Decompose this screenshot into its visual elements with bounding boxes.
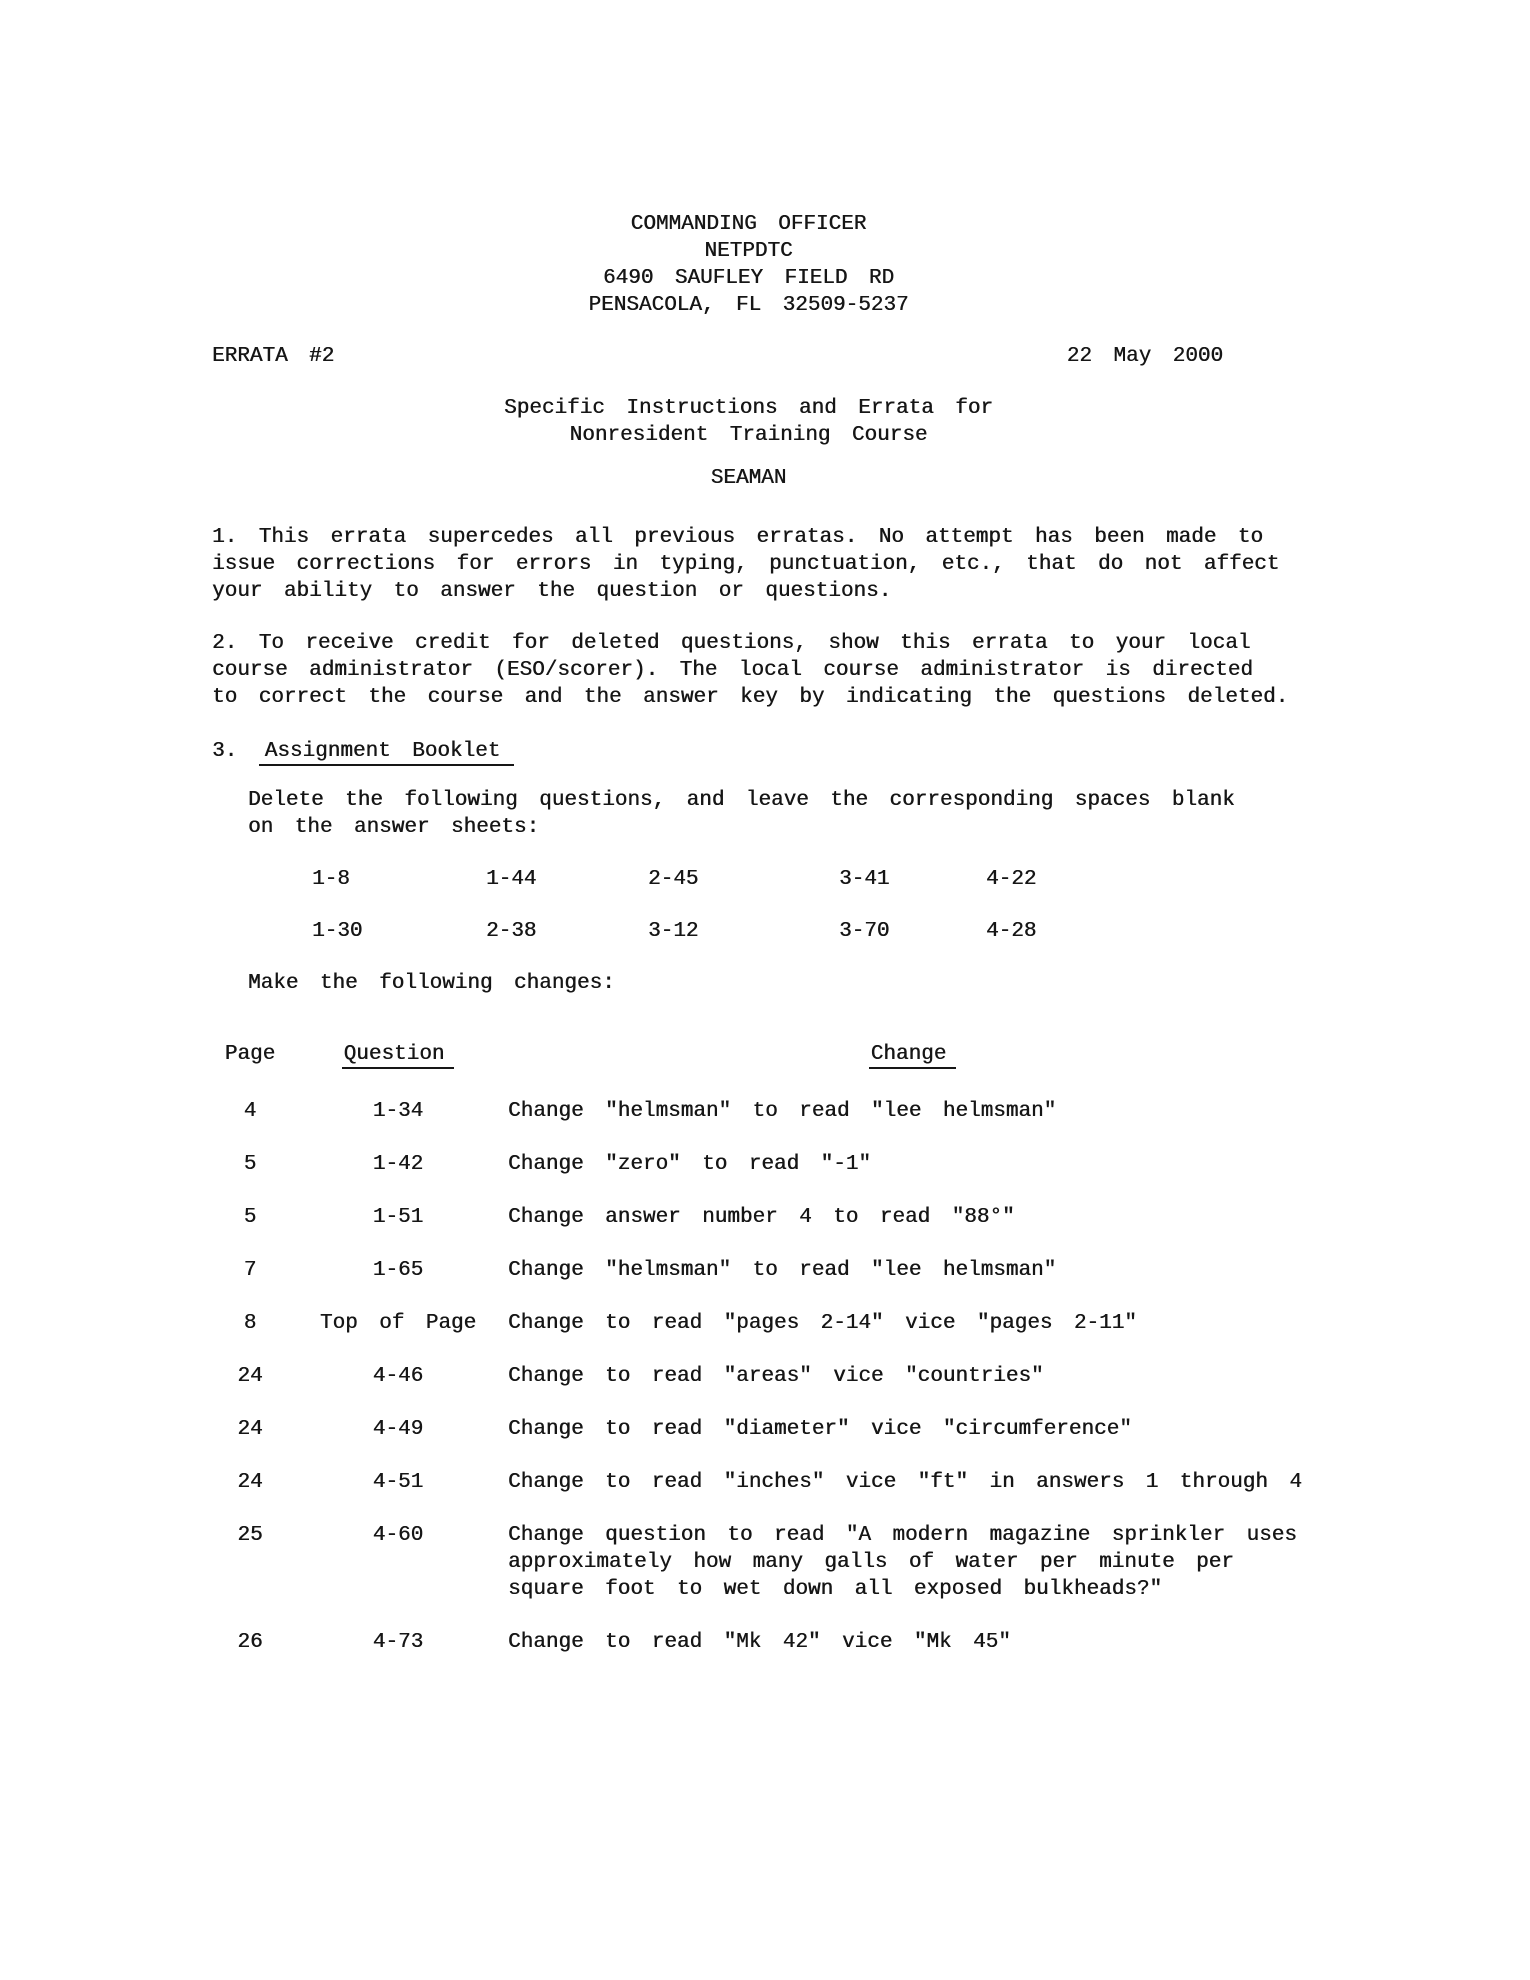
change-line: square foot to wet down all exposed bulkheads?" xyxy=(508,1578,1163,1601)
change-line: Change answer number 4 to read "88°" xyxy=(508,1206,1015,1229)
paragraph-line: 2. To receive credit for deleted questions, show this errata to your local xyxy=(212,632,1251,655)
changes-table-header xyxy=(212,1041,1285,1068)
change-column-header xyxy=(508,1041,1285,1068)
paragraph-line: Delete the following questions, and leave the corresponding spaces blank xyxy=(248,789,1235,812)
paragraph-1 xyxy=(212,524,1285,605)
change-line: Change to read "diameter" vice "circumference" xyxy=(508,1418,1132,1441)
page-cell: 25 xyxy=(237,1524,263,1547)
errata-label: ERRATA #2 xyxy=(212,345,335,368)
change-line: Change to read "inches" vice "ft" in answers 1 through 4 xyxy=(508,1471,1302,1494)
question-cell: 1-34 xyxy=(372,1100,424,1123)
page-cell: 26 xyxy=(237,1631,263,1654)
paragraph-line: on the answer sheets: xyxy=(248,816,540,839)
letterhead xyxy=(212,211,1285,319)
deleted-question: 1-44 xyxy=(486,868,537,891)
table-row xyxy=(212,1257,1285,1284)
page-cell: 7 xyxy=(243,1259,257,1282)
page-cell: 24 xyxy=(237,1418,263,1441)
question-cell: 4-49 xyxy=(372,1418,424,1441)
title-line: Specific Instructions and Errata for xyxy=(504,397,993,420)
deleted-question: 4-28 xyxy=(986,920,1037,943)
table-row xyxy=(212,1310,1285,1337)
question-cell: Top of Page xyxy=(319,1312,477,1335)
deleted-question: 2-45 xyxy=(648,868,699,891)
table-row xyxy=(212,1363,1285,1390)
deleted-question: 4-22 xyxy=(986,868,1037,891)
question-cell: 4-60 xyxy=(372,1524,424,1547)
deleted-question: 3-12 xyxy=(648,920,699,943)
errata-date-row xyxy=(212,343,1285,370)
change-cell xyxy=(508,1098,1285,1125)
deleted-question: 3-70 xyxy=(839,920,890,943)
change-cell xyxy=(508,1629,1285,1656)
change-cell xyxy=(508,1310,1285,1337)
deleted-questions-row-1 xyxy=(212,866,1285,893)
change-cell xyxy=(508,1257,1285,1284)
table-row xyxy=(212,1204,1285,1231)
change-cell xyxy=(508,1469,1302,1496)
course-name: SEAMAN xyxy=(710,467,787,490)
table-row xyxy=(212,1151,1285,1178)
paragraph-line: your ability to answer the question or questions. xyxy=(212,580,892,603)
letterhead-line: COMMANDING OFFICER xyxy=(630,213,867,236)
table-row xyxy=(212,1098,1285,1125)
paragraph-line: course administrator (ESO/scorer). The local course administrator is directed xyxy=(212,659,1253,682)
document-content xyxy=(212,211,1302,1656)
page-cell: 5 xyxy=(243,1206,257,1229)
letterhead-line: PENSACOLA, FL 32509-5237 xyxy=(588,294,909,317)
document-title xyxy=(212,395,1285,449)
deleted-questions-row-2 xyxy=(212,918,1285,945)
change-cell xyxy=(508,1204,1285,1231)
deleted-question: 2-38 xyxy=(486,920,537,943)
paragraph-line: issue corrections for errors in typing, punctuation, etc., that do not affect xyxy=(212,553,1280,576)
paragraph-line: to correct the course and the answer key by indicating the questions deleted. xyxy=(212,686,1289,709)
table-row xyxy=(212,1469,1302,1496)
letterhead-line: 6490 SAUFLEY FIELD RD xyxy=(602,267,895,290)
make-changes-line: Make the following changes: xyxy=(248,972,615,995)
question-cell: 1-51 xyxy=(372,1206,424,1229)
deleted-question: 3-41 xyxy=(839,868,890,891)
change-line: Change to read "pages 2-14" vice "pages 2-11" xyxy=(508,1312,1137,1335)
question-cell: 1-42 xyxy=(372,1153,424,1176)
change-line: Change "helmsman" to read "lee helmsman" xyxy=(508,1100,1057,1123)
header-label: Change xyxy=(869,1043,957,1069)
change-line: approximately how many galls of water per minute per xyxy=(508,1551,1234,1574)
section-3-heading xyxy=(212,738,1285,765)
change-cell xyxy=(508,1522,1297,1603)
question-column-header xyxy=(288,1041,508,1068)
change-line: Change to read "Mk 42" vice "Mk 45" xyxy=(508,1631,1011,1654)
delete-instructions xyxy=(248,787,1285,841)
section-heading-text: Assignment Booklet xyxy=(259,740,515,766)
table-row xyxy=(212,1522,1297,1603)
paragraph-2 xyxy=(212,630,1289,711)
page-cell: 24 xyxy=(237,1365,263,1388)
page-cell: 8 xyxy=(243,1312,257,1335)
question-cell: 4-46 xyxy=(372,1365,424,1388)
document-date: 22 May 2000 xyxy=(1066,345,1223,368)
paragraph-line: 1. This errata supercedes all previous erratas. No attempt has been made to xyxy=(212,526,1263,549)
change-cell xyxy=(508,1151,1285,1178)
deleted-question: 1-30 xyxy=(312,920,363,943)
table-row xyxy=(212,1416,1285,1443)
title-line: Nonresident Training Course xyxy=(569,424,928,447)
header-label: Page xyxy=(224,1043,276,1066)
page-cell: 5 xyxy=(243,1153,257,1176)
change-line: Change "zero" to read "-1" xyxy=(508,1153,871,1176)
change-cell xyxy=(508,1416,1285,1443)
question-cell: 1-65 xyxy=(372,1259,424,1282)
section-number: 3. xyxy=(212,740,238,763)
deleted-question: 1-8 xyxy=(312,868,350,891)
page-column-header xyxy=(212,1041,288,1068)
change-line: Change question to read "A modern magazine sprinkler uses xyxy=(508,1524,1297,1547)
table-row xyxy=(212,1629,1285,1656)
question-cell: 4-51 xyxy=(372,1471,424,1494)
question-cell: 4-73 xyxy=(372,1631,424,1654)
change-line: Change "helmsman" to read "lee helmsman" xyxy=(508,1259,1057,1282)
change-line: Change to read "areas" vice "countries" xyxy=(508,1365,1044,1388)
page-cell: 24 xyxy=(237,1471,263,1494)
letterhead-line: NETPDTC xyxy=(704,240,793,263)
page-cell: 4 xyxy=(243,1100,257,1123)
change-cell xyxy=(508,1363,1285,1390)
header-label: Question xyxy=(342,1043,455,1069)
